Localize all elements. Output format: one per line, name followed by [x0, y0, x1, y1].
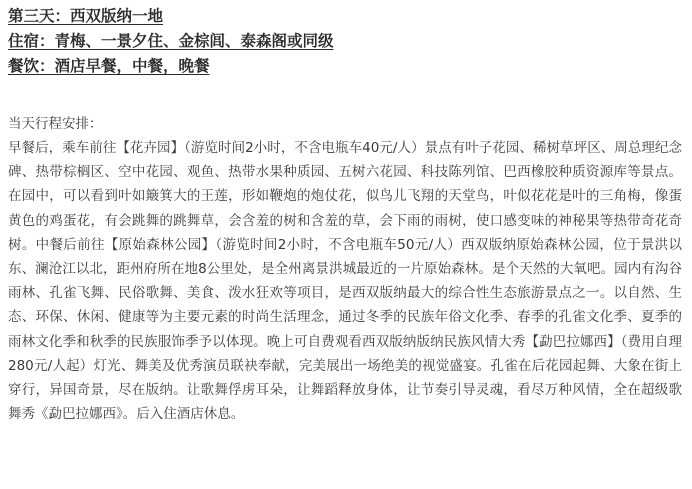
lodging-heading: 住宿：青梅、一景夕住、金棕闾、泰森阁或同级 [8, 32, 334, 50]
itinerary-intro: 当天行程安排： [8, 116, 103, 132]
day-heading: 第三天：西双版纳一地 [8, 7, 164, 25]
meals-heading: 餐饮：酒店早餐，中餐，晚餐 [8, 57, 210, 75]
section-spacer [8, 79, 682, 112]
itinerary-body: 早餐后，乘车前往【花卉园】（游览时间2小时，不含电瓶车40元/人）景点有叶子花园、稀树草坪区、周总理纪念碑、热带棕榈区、空中花园、观鱼、热带水果种质园、五树六花园、科技陈列馆、巴西橡胶种质资源库等景点。在园中，可以看到叶如簸箕大的王莲，形如鞭炮的炮仗花，似鸟儿飞翔的天堂鸟，叶似花花是叶的三角梅，像蛋黄色的鸡蛋花，有会跳舞的跳舞草，会含羞的树和含羞的草，会下雨的雨树，使口感变味的神秘果等热带奇花奇树。中餐后前往【原始森林公园】（游览时间2小时，不含电瓶车50元/人）西双版纳原始森林公园，位于景洪以东、澜沧江以北，距州府所在地8公里处，是全州离景洪城最近的一片原始森林。是个天然的大氧吧。园内有沟谷雨林、孔雀飞舞、民俗歌舞、美食、泼水狂欢等项目，是西双版纳最大的综合性生态旅游景点之一。以自然、生态、环保、休闲、健康等为主要元素的时尚生活理念，通过冬季的民族年俗文化季、春季的孔雀文化季、夏季的雨林文化季和秋季的民族服饰季予以体现。晚上可自费观看西双版纳版纳民族风情大秀【勐巴拉娜西】（费用自理280元/人起）灯光、舞美及优秀演员联袂奉献，完美展出一场绝美的视觉盛宴。孔雀在后花园起舞、大象在街上穿行，异国奇景，尽在版纳。让歌舞俘虏耳朵，让舞蹈释放身体，让节奏引导灵魂，看尽万种风情，全在超级歌舞秀《勐巴拉娜西》。后入住酒店休息。 [8, 140, 682, 423]
